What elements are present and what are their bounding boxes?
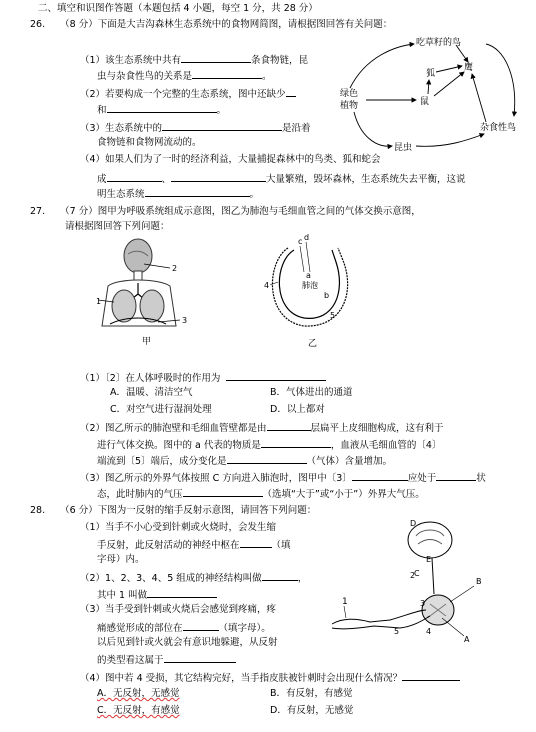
- yi-label-d: d: [304, 233, 310, 242]
- q26-p4b: 成 、 大量繁殖，毁坏森林，生态系统失去平衡，这说: [97, 171, 466, 186]
- q26-p4c: 明生态系统 。: [97, 186, 259, 201]
- blank[interactable]: [183, 620, 219, 631]
- blank[interactable]: [181, 52, 251, 63]
- q28-l1: （1）当手不小心受到针刺或火烧时，会发生缩: [80, 522, 277, 533]
- q28-header: 28. （6 分）下图为一反射的缩手反射示意图，请回答下列问题：: [30, 505, 317, 516]
- q28-opt-d: D．有反射，无感觉: [270, 705, 354, 716]
- section-title: 二、填空和识图作答题（本题包括 4 小题，每空 1 分，共 28 分）: [38, 3, 318, 14]
- blank[interactable]: [436, 470, 476, 481]
- q27-opt-a: A．温暖、清洁空气: [110, 387, 193, 398]
- blank[interactable]: [145, 186, 250, 197]
- blank[interactable]: [352, 470, 408, 481]
- q28-l4: （2）1、2、3、4、5 组成的神经结构叫做 ，: [80, 570, 307, 585]
- q27-p3b: 态，此时肺内的气压 （选填“大于”或“小于”）外界大气压。: [97, 486, 425, 501]
- q26-p3: （3）生态系统中的 是沿着: [80, 120, 311, 135]
- plant-label-1: 绿色: [340, 89, 359, 99]
- reflex-label-D: D: [410, 519, 417, 528]
- blank[interactable]: [226, 370, 326, 381]
- reflex-label-2: 2: [410, 571, 416, 580]
- blank[interactable]: [262, 570, 298, 581]
- q28-l3: 字母）内。: [97, 554, 145, 565]
- insect-label: 昆虫: [394, 143, 413, 153]
- q27-opt-c: C．对空气进行湿润处理: [110, 404, 212, 415]
- q26-header: [30, 18, 392, 31]
- q28-l10: （4）图中若 4 受损，其它结构完好，当手指皮肤被针刺时会出现什么情况？: [80, 670, 460, 685]
- yi-label-5: 5: [330, 311, 336, 320]
- seed-bird-label: 吃草籽的鸟: [416, 38, 462, 48]
- q28-l2: 手反射，此反射活动的神经中枢在 （填: [97, 537, 291, 552]
- blank[interactable]: [107, 102, 217, 113]
- q26-number: 26.: [30, 19, 46, 30]
- reflex-label-C: C: [414, 569, 420, 578]
- jia-label-3: 3: [182, 316, 188, 325]
- blank[interactable]: [267, 420, 311, 431]
- q28-opt-b: B．有反射，有感觉: [270, 688, 353, 699]
- mouse-label: 鼠: [420, 97, 430, 107]
- fig-jia-caption: 甲: [142, 337, 152, 347]
- plant-label-2: 植物: [340, 101, 359, 111]
- q26-p1: （1）该生态系统中共有 条食物链，昆: [80, 52, 308, 67]
- q27-p2a: （2）图乙所示的肺泡壁和毛细血管壁都是由 层扁平上皮细胞构成，这有利于: [80, 420, 444, 435]
- blank[interactable]: [192, 68, 262, 79]
- blank[interactable]: [183, 486, 263, 497]
- yi-label-a: a: [306, 271, 311, 280]
- q28-l6: （3）当手受到针刺或火烧后会感觉到疼痛，疼: [80, 604, 277, 615]
- eagle-label: 鹰: [464, 63, 474, 73]
- q28-l5: 其中 1 叫做: [97, 587, 217, 602]
- reflex-label-1: 1: [342, 597, 348, 607]
- food-web-diagram: [336, 36, 536, 158]
- reflex-label-B: B: [476, 577, 482, 586]
- q27-p1: （1）〔2〕在人体呼吸时的作用为: [80, 370, 326, 385]
- q27-p3a: （3）图乙所示的外界气体按照 C 方向进入肺泡时，图甲中〔3〕 应处于 状: [80, 470, 486, 485]
- q26-p2b: 和 。: [97, 102, 226, 117]
- blank[interactable]: [286, 86, 296, 97]
- q26-p4: （4）如果人们为了一时的经济利益，大量捕捉森林中的鸟类、狐和蛇会: [80, 154, 381, 165]
- blank[interactable]: [171, 171, 266, 182]
- omni-bird-label: 杂食性鸟: [480, 123, 517, 133]
- blank[interactable]: [107, 171, 162, 182]
- blank[interactable]: [162, 120, 282, 131]
- q26-stem: 下面是大吉沟森林生态系统中的食物网简图，请根据图回答有关问题：: [97, 19, 393, 30]
- q26-p3b: 食物链和食物网流动的。: [97, 137, 202, 148]
- reflex-label-A: A: [464, 635, 470, 644]
- fig-yi-caption: 乙: [308, 339, 318, 349]
- reflex-arc-diagram: [330, 518, 510, 656]
- q28-l9: 的类型看这属于: [97, 652, 236, 667]
- reflex-label-3: 3: [420, 599, 426, 608]
- yi-label-4: 4: [264, 281, 270, 290]
- respiratory-system-figure: [98, 236, 198, 346]
- q27-stem2: 请根据图回答下列问题：: [65, 221, 170, 232]
- alveolus-figure: [264, 232, 364, 352]
- q27-opt-d: D．以上都对: [270, 404, 325, 415]
- q28-opt-a: A．无反射，无感觉: [97, 688, 180, 699]
- blank[interactable]: [261, 437, 331, 448]
- q27-p2b: 进行气体交换。图中的 a 代表的物质是 ，血液从毛细血管的〔4〕: [97, 437, 441, 452]
- reflex-label-5: 5: [394, 627, 400, 636]
- reflex-label-E: E: [426, 555, 432, 564]
- blank[interactable]: [227, 453, 307, 464]
- q26-points: （8 分）: [60, 19, 98, 30]
- q27-p2c: 端流到〔5〕端后，成分变化是 （气体）含量增加。: [97, 453, 392, 468]
- q28-l7: 痛感觉形成的部位在 （填字母）。: [97, 620, 271, 635]
- q27-opt-b: B．气体进出的通道: [270, 387, 353, 398]
- blank[interactable]: [402, 670, 460, 681]
- yi-label-c: c: [298, 237, 303, 246]
- alveolus-label: 肺泡: [302, 281, 318, 290]
- q28-opt-c: C．无反射，有感觉: [97, 705, 180, 716]
- blank[interactable]: [164, 652, 236, 663]
- q26-p1b: 虫与杂食性鸟的关系是 。: [97, 68, 272, 83]
- jia-label-2: 2: [172, 264, 178, 273]
- blank[interactable]: [240, 537, 272, 548]
- reflex-label-4: 4: [426, 627, 432, 636]
- blank[interactable]: [147, 587, 217, 598]
- jia-label-1: 1: [96, 297, 102, 306]
- fox-label: 狐: [426, 69, 436, 79]
- q27-header: 27. （7 分）图甲为呼吸系统组成示意图，图乙为肺泡与毛细血管之间的气体交换示意图，: [30, 206, 421, 217]
- q26-p2: （2）若要构成一个完整的生态系统，图中还缺少: [80, 86, 296, 101]
- q28-l8: 以后见到针或火就会有意识地躲避，从反射: [97, 637, 278, 648]
- yi-label-b: b: [324, 291, 330, 300]
